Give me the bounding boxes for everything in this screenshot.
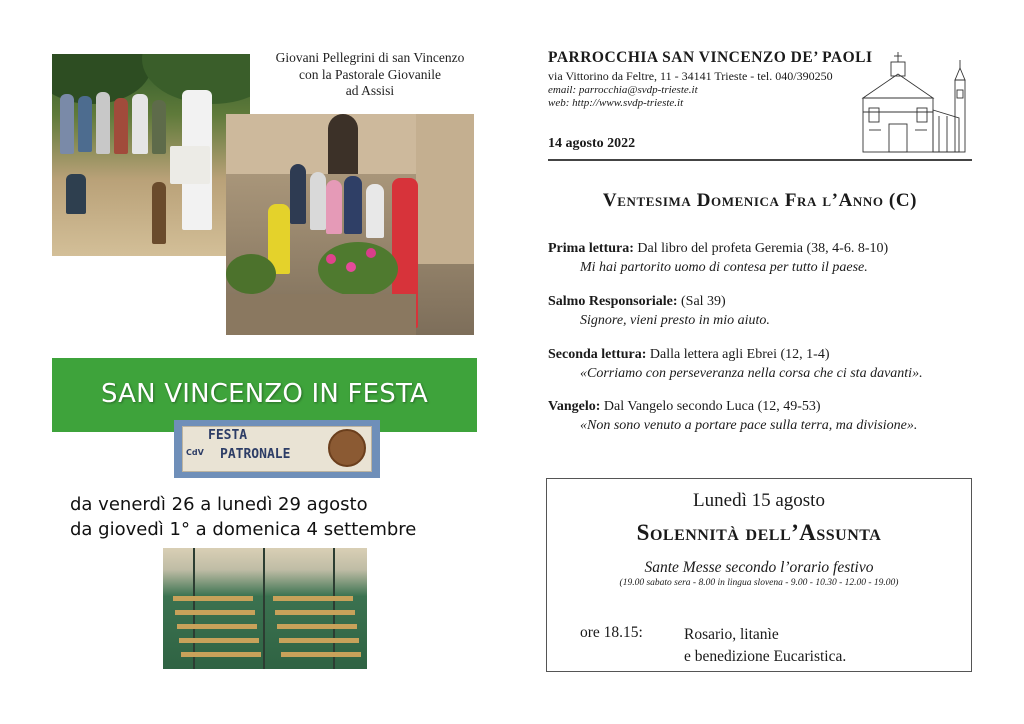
- parish-email: email: parrocchia@svdp-trieste.it: [548, 84, 698, 96]
- reading-label: Vangelo:: [548, 399, 601, 414]
- assunta-event: [684, 624, 846, 668]
- assunta-box: [546, 478, 972, 672]
- reading-label: Seconda lettura:: [548, 347, 647, 362]
- assunta-time-label: ore 18.15:: [580, 624, 643, 641]
- photo-pilgrims-mass: [52, 54, 250, 256]
- date-range: da giovedì 1° a domenica 4 settembre: [70, 519, 417, 540]
- caption-line: con la Pastorale Giovanile: [298, 66, 442, 82]
- reading-ref: (Sal 39): [681, 294, 726, 309]
- photo-caption: [255, 50, 485, 100]
- reading-quote: «Non sono venuto a portare pace sulla terra, ma divisione».: [580, 418, 918, 433]
- sunday-title: Ventesima Domenica Fra l’Anno (C): [602, 190, 918, 211]
- reading-label: Salmo Responsoriale:: [548, 294, 678, 309]
- reading-ref: Dal libro del profeta Geremia (38, 4-6. 8-10): [637, 241, 889, 256]
- parish-address: via Vittorino da Feltre, 11 - 34141 Trieste - tel. 040/390250: [548, 69, 833, 83]
- reading-ref: Dal Vangelo secondo Luca (12, 49-53): [603, 399, 821, 414]
- photo-festa-hall: [163, 548, 367, 669]
- reading-first: [548, 239, 978, 277]
- issue-date: 14 agosto 2022: [548, 136, 636, 151]
- reading-label: Prima lettura:: [548, 241, 634, 256]
- sign-line-1: FESTA: [208, 428, 248, 443]
- parish-name: PARROCCHIA SAN VINCENZO DE’ PAOLI: [548, 49, 873, 66]
- caption-line: Giovani Pellegrini di san Vincenzo: [275, 50, 465, 65]
- seal-icon: [328, 429, 366, 467]
- reading-ref: Dalla lettera agli Ebrei (12, 1-4): [649, 347, 830, 362]
- date-range: da venerdì 26 a lunedì 29 agosto: [70, 494, 368, 515]
- sign-line-2: PATRONALE: [220, 447, 291, 462]
- reading-quote: «Corriamo con perseveranza nella corsa che ci sta davanti».: [580, 366, 923, 381]
- church-drawing: [855, 50, 973, 154]
- photo-pilgrims-stairs: [226, 114, 474, 335]
- reading-gospel: [548, 397, 978, 435]
- reading-quote: Mi hai partorito uomo di contesa per tutto il paese.: [580, 260, 868, 275]
- assunta-event-line: e benedizione Eucaristica.: [684, 648, 847, 665]
- assunta-title: Solennità dell’Assunta: [636, 520, 882, 545]
- caption-line: ad Assisi: [345, 83, 395, 98]
- parish-web: web: http://www.svdp-trieste.it: [548, 97, 684, 109]
- reading-quote: Signore, vieni presto in mio aiuto.: [580, 313, 770, 328]
- reading-second: [548, 345, 978, 383]
- festa-patronale-sign-photo: [174, 420, 380, 478]
- assunta-times: (19.00 sabato sera - 8.00 in lingua slovena - 9.00 - 10.30 - 12.00 - 19.00): [619, 578, 899, 588]
- reading-psalm: [548, 292, 978, 330]
- assunta-event-line: Rosario, litanìe: [684, 626, 779, 643]
- assunta-masses: Sante Messe secondo l’orario festivo: [644, 559, 874, 576]
- sign-mark: CdV: [186, 448, 204, 457]
- festa-title: SAN VINCENZO IN FESTA: [100, 379, 429, 409]
- festa-dates: [70, 492, 470, 542]
- assunta-day: Lunedì 15 agosto: [693, 490, 825, 511]
- header-divider: [548, 159, 972, 161]
